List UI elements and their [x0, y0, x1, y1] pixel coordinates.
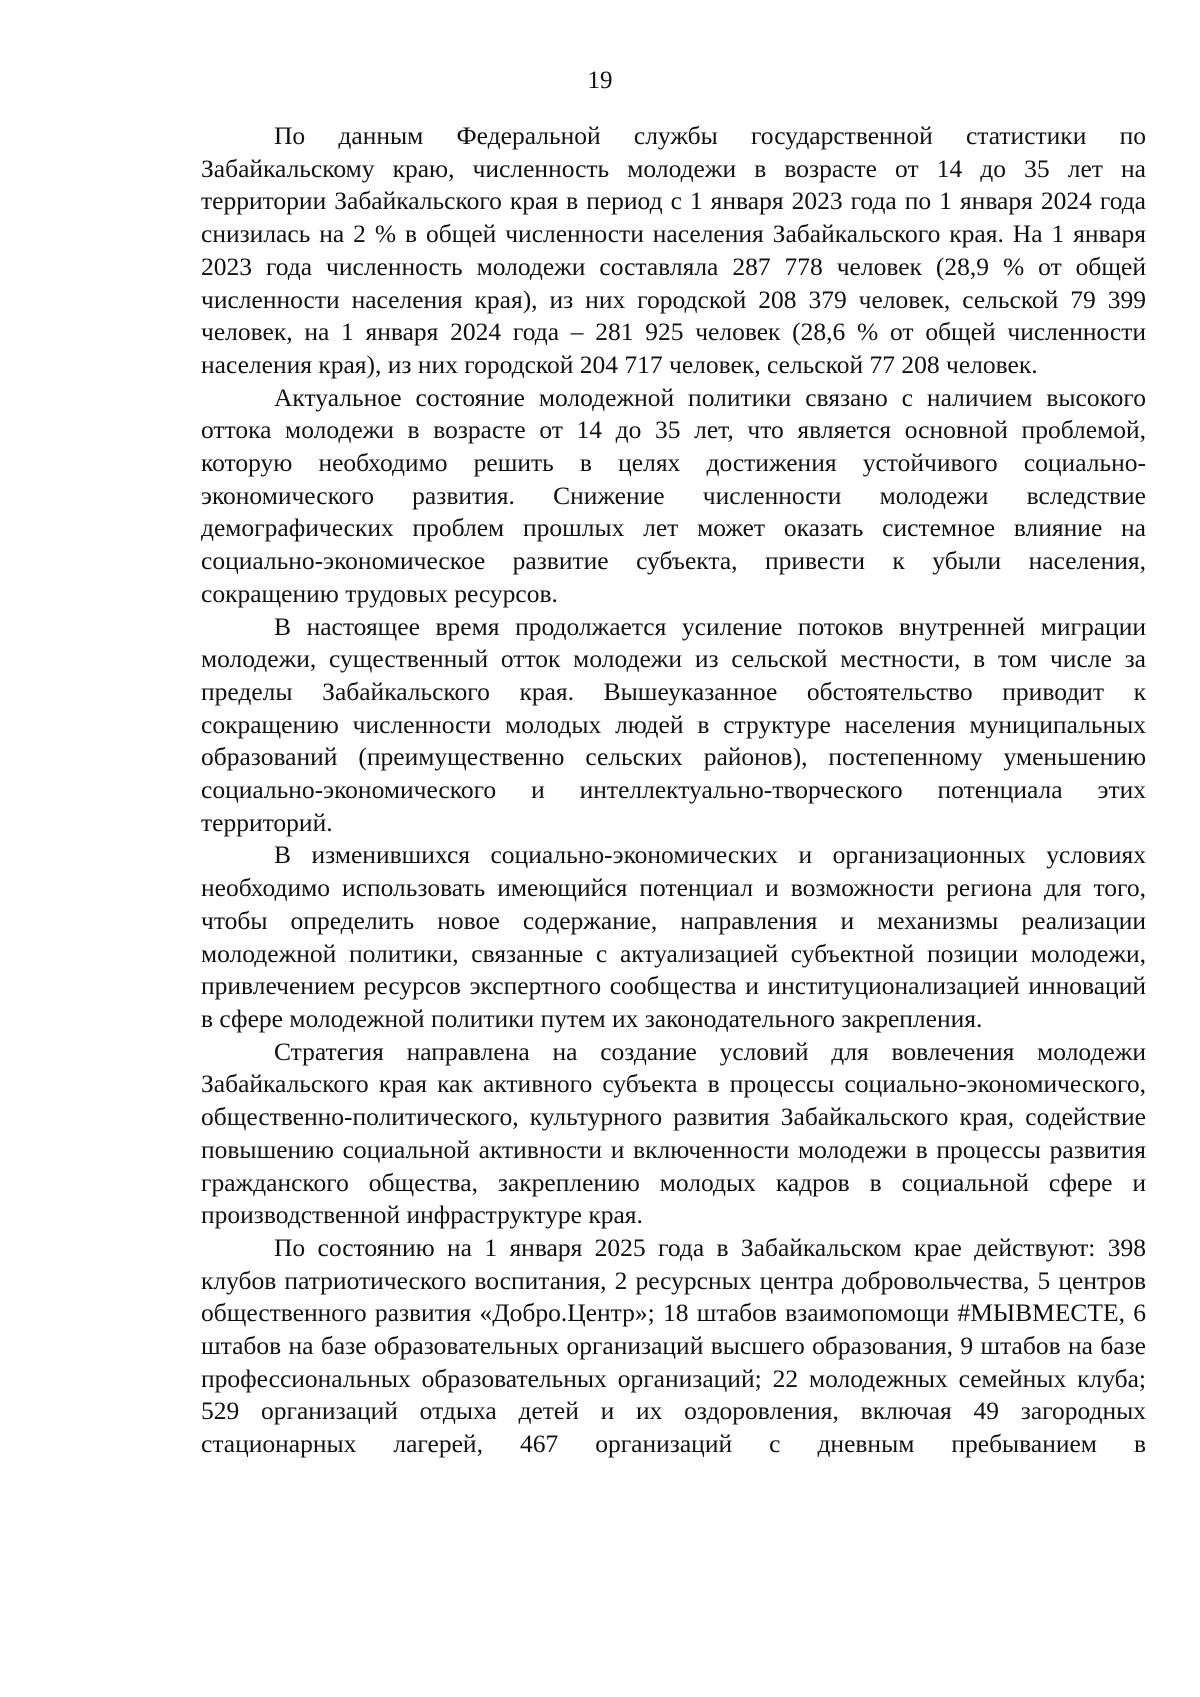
paragraph-youth-infrastructure-2025: По состоянию на 1 января 2025 года в Забайкальском крае действуют: 398 клубов патриотического воспитания, 2 ресурсных центра добровольчества, 5 центров общественного развития «Добро.Центр»; 18 штабов взаимопомощи #МЫВМЕСТЕ, 6 штабов на базе образовательных организаций высшего образования, 9 штабов на базе профессиональных образовательных организаций; 22 молодежных семейных клуба; 529 организаций отдыха детей и их оздоровления, включая 49 загородных стационарных лагерей, 467 организаций с дневным пребыванием в: [201, 1232, 1146, 1459]
paragraph-strategy-goals: Стратегия направлена на создание условий для вовлечения молодежи Забайкальского края как активного субъекта в процессы социально-экономического, общественно-политического, культурного развития Забайкальского края, содействие повышению социальной активности и включенности молодежи в процессы развития гражданского общества, закреплению молодых кадров в социальной сфере и производственной инфраструктуре края.: [201, 1036, 1146, 1230]
document-body: [201, 120, 1146, 1461]
page-number: 19: [587, 67, 613, 94]
paragraph-youth-outflow-problem: Актуальное состояние молодежной политики связано с наличием высокого оттока молодежи в возрасте от 14 до 35 лет, что является основной проблемой, которую необходимо решить в целях достижения устойчивого социально-экономического развития. Снижение численности молодежи вследствие демографических проблем прошлых лет может оказать системное влияние на социально-экономическое развитие субъекта, привести к убыли населения, сокращению трудовых ресурсов.: [201, 382, 1146, 608]
paragraph-youth-population-statistics: По данным Федеральной службы государственной статистики по Забайкальскому краю, численность молодежи в возрасте от 14 до 35 лет на территории Забайкальского края в период с 1 января 2023 года по 1 января 2024 года снизилась на 2 % в общей численности населения Забайкальского края. На 1 января 2023 года численность молодежи составляла 287 778 человек (28,9 % от общей численности населения края), из них городской 208 379 человек, сельской 79 399 человек, на 1 января 2024 года – 281 925 человек (28,6 % от общей численности населения края), из них городской 204 717 человек, сельской 77 208 человек.: [201, 121, 1146, 379]
paragraph-internal-migration: В настоящее время продолжается усиление потоков внутренней миграции молодежи, существенный отток молодежи из сельской местности, в том числе за пределы Забайкальского края. Вышеуказанное обстоятельство приводит к сокращению численности молодых людей в структуре населения муниципальных образований (преимущественно сельских районов), постепенному уменьшению социально-экономического и интеллектуально-творческого потенциала этих территорий.: [201, 611, 1146, 837]
paragraph-changed-conditions: В изменившихся социально-экономических и организационных условиях необходимо использовать имеющийся потенциал и возможности региона для того, чтобы определить новое содержание, направления и механизмы реализации молодежной политики, связанные с актуализацией субъектной позиции молодежи, привлечением ресурсов экспертного сообщества и институционализацией инноваций в сфере молодежной политики путем их законодательного закрепления.: [201, 840, 1146, 1033]
